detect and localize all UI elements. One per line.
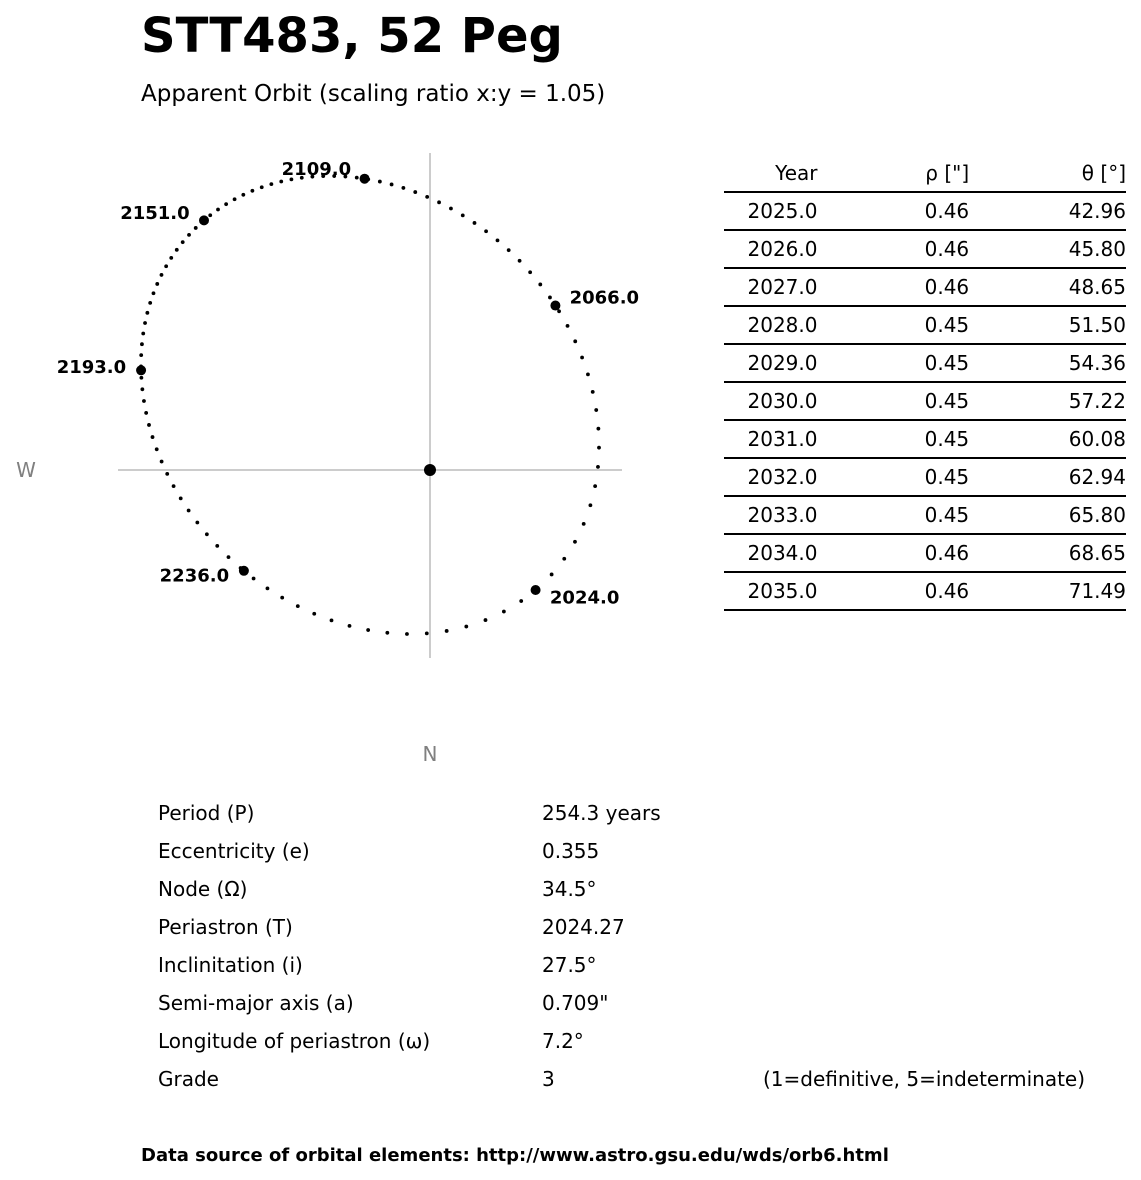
ephemeris-theta-cell: 60.08	[969, 420, 1126, 458]
orbit-dot	[593, 484, 597, 488]
ephemeris-row	[724, 192, 1126, 230]
orbit-dot	[140, 387, 144, 391]
orbit-dot	[269, 182, 273, 186]
epoch-marker	[550, 301, 560, 311]
orbit-dot	[594, 408, 598, 412]
orbit-dot	[538, 283, 542, 287]
orbit-dot	[355, 176, 359, 180]
ephemeris-row	[724, 344, 1126, 382]
element-row	[158, 793, 1118, 831]
orbit-dot	[425, 632, 429, 636]
ephemeris-rho-cell: 0.45	[817, 306, 969, 344]
orbit-dot	[461, 213, 465, 217]
ephemeris-year-cell: 2027.0	[724, 268, 817, 306]
element-value: 34.5°	[542, 877, 597, 901]
orbit-dot	[233, 197, 237, 201]
orbit-dot	[473, 221, 477, 225]
ephemeris-row	[724, 572, 1126, 610]
orbit-dot	[562, 557, 566, 561]
element-label: Period (P)	[158, 801, 255, 825]
orbit-dot	[502, 610, 506, 614]
ephemeris-row	[724, 268, 1126, 306]
orbit-dot	[385, 631, 389, 635]
orbit-dot	[215, 544, 219, 548]
epoch-marks	[57, 159, 639, 609]
orbit-dot	[172, 484, 176, 488]
ephemeris-theta-cell: 45.80	[969, 230, 1126, 268]
ephemeris-row	[724, 306, 1126, 344]
ephemeris-rho-cell: 0.46	[817, 268, 969, 306]
orbit-dot	[139, 353, 143, 357]
orbit-dot	[155, 447, 159, 451]
orbit-dot	[591, 390, 595, 394]
orbit-dot	[164, 264, 168, 268]
data-source-note: Data source of orbital elements: http://www.astro.gsu.edu/wds/orb6.html	[141, 1145, 889, 1166]
orbit-dot	[252, 577, 256, 581]
ephemeris-row	[724, 382, 1126, 420]
orbit-dot	[151, 435, 155, 439]
orbit-dot	[580, 356, 584, 360]
epoch-label: 2193.0	[56, 357, 127, 379]
orbit-dot	[330, 618, 334, 622]
element-label: Eccentricity (e)	[158, 839, 310, 863]
year-header: Year	[724, 155, 817, 192]
orbit-dot	[348, 624, 352, 628]
orbit-dot	[216, 208, 220, 212]
ephemeris-row	[724, 230, 1126, 268]
orbit-dot	[143, 321, 147, 325]
orbital-elements-list	[158, 793, 1118, 1097]
ephemeris-header-row	[724, 155, 1126, 192]
orbit-dot	[573, 540, 577, 544]
orbit-dot	[187, 509, 191, 513]
element-row	[158, 1021, 1118, 1059]
orbit-dot	[566, 324, 570, 328]
orbit-dot	[413, 190, 417, 194]
orbit-dot	[224, 202, 228, 206]
epoch-marker	[239, 566, 249, 576]
epoch-label: 2151.0	[120, 202, 190, 224]
ephemeris-rho-cell: 0.45	[817, 496, 969, 534]
orbit-dot	[227, 555, 231, 559]
element-label: Semi-major axis (a)	[158, 991, 354, 1015]
orbit-dot	[596, 427, 600, 431]
orbit-dot	[484, 618, 488, 622]
ephemeris-theta-cell: 71.49	[969, 572, 1126, 610]
orbit-dot	[250, 189, 254, 193]
element-label: Grade	[158, 1067, 219, 1091]
ephemeris-year-cell: 2035.0	[724, 572, 817, 610]
ephemeris-row	[724, 496, 1126, 534]
epoch-label: 2236.0	[159, 565, 230, 587]
orbit-dot	[141, 332, 145, 336]
ephemeris-rho-cell: 0.46	[817, 192, 969, 230]
element-note: (1=definitive, 5=indeterminate)	[763, 1067, 1086, 1091]
orbit-dot	[405, 632, 409, 636]
orbit-dot	[145, 311, 149, 315]
orbit-dot	[484, 229, 488, 233]
ephemeris-theta-cell: 51.50	[969, 306, 1126, 344]
orbit-dot	[401, 186, 405, 190]
ephemeris-rho-cell: 0.45	[817, 344, 969, 382]
ephemeris-theta-cell: 42.96	[969, 192, 1126, 230]
orbit-dot	[152, 291, 156, 295]
ephemeris-year-cell: 2031.0	[724, 420, 817, 458]
orbit-dot	[175, 248, 179, 252]
orbit-dot	[155, 282, 159, 286]
orbit-dot	[464, 625, 468, 629]
epoch-marker	[199, 215, 209, 225]
ephemeris-year-cell: 2026.0	[724, 230, 817, 268]
ephemeris-theta-cell: 48.65	[969, 268, 1126, 306]
ephemeris-rho-cell: 0.45	[817, 458, 969, 496]
orbit-dot	[518, 259, 522, 263]
orbit-dot	[181, 240, 185, 244]
orbit-dot	[528, 270, 532, 274]
ephemeris-rho-cell: 0.46	[817, 572, 969, 610]
orbit-dot	[241, 193, 245, 197]
orbit-dot	[390, 183, 394, 187]
element-value: 27.5°	[542, 953, 597, 977]
element-value: 3	[542, 1067, 555, 1091]
orbit-dot	[296, 604, 300, 608]
orbit-dot	[449, 207, 453, 211]
ephemeris-year-cell: 2030.0	[724, 382, 817, 420]
element-row	[158, 869, 1118, 907]
orbit-dot	[194, 226, 198, 230]
element-label: Periastron (T)	[158, 915, 293, 939]
element-value: 2024.27	[542, 915, 625, 939]
ephemeris-year-cell: 2034.0	[724, 534, 817, 572]
ephemeris-year-cell: 2032.0	[724, 458, 817, 496]
epoch-marker	[136, 365, 146, 375]
orbit-dot	[160, 273, 164, 277]
orbit-dot	[582, 522, 586, 526]
element-label: Node (Ω)	[158, 877, 248, 901]
orbit-dot	[437, 200, 441, 204]
orbit-dot	[160, 460, 164, 464]
page-title: STT483, 52 Peg	[141, 8, 563, 64]
orbit-dot	[279, 180, 283, 184]
element-value: 0.709"	[542, 991, 609, 1015]
ephemeris-theta-cell: 54.36	[969, 344, 1126, 382]
orbit-dot	[169, 256, 173, 260]
element-row	[158, 831, 1118, 869]
orbit-dot	[165, 472, 169, 476]
orbit-plot	[0, 0, 700, 790]
epoch-marker	[531, 585, 541, 595]
ephemeris-rho-cell: 0.45	[817, 420, 969, 458]
orbit-dot	[445, 629, 449, 633]
orbit-dot	[573, 339, 577, 343]
ephemeris-row	[724, 420, 1126, 458]
orbit-dot	[586, 372, 590, 376]
orbit-dot	[260, 185, 264, 189]
ephemeris-year-cell: 2029.0	[724, 344, 817, 382]
orbit-dot	[266, 586, 270, 590]
orbit-dot	[148, 301, 152, 305]
epoch-marker	[360, 174, 370, 184]
element-row	[158, 983, 1118, 1021]
element-value: 254.3 years	[542, 801, 661, 825]
orbit-dot	[280, 596, 284, 600]
ephemeris-year-cell: 2033.0	[724, 496, 817, 534]
orbit-dot	[550, 573, 554, 577]
orbit-dot	[507, 248, 511, 252]
element-value: 0.355	[542, 839, 600, 863]
orbit-dot	[312, 612, 316, 616]
element-label: Inclinitation (i)	[158, 953, 303, 977]
orbit-dot	[147, 423, 151, 427]
ephemeris-year-cell: 2025.0	[724, 192, 817, 230]
ephemeris-table	[724, 155, 1126, 611]
primary-star-marker	[424, 464, 436, 476]
theta-header: θ [°]	[969, 155, 1126, 192]
orbit-dot	[597, 446, 601, 450]
north-label: N	[422, 742, 438, 766]
orbit-dot	[144, 411, 148, 415]
ephemeris-theta-cell: 62.94	[969, 458, 1126, 496]
orbit-dot	[139, 376, 143, 380]
orbit-dot	[589, 503, 593, 507]
orbit-dot	[366, 628, 370, 632]
orbit-dot	[425, 195, 429, 199]
element-value: 7.2°	[542, 1029, 584, 1053]
orbit-dot	[519, 599, 523, 603]
epoch-label: 2024.0	[549, 587, 620, 609]
ephemeris-row	[724, 458, 1126, 496]
element-row	[158, 945, 1118, 983]
epoch-label: 2066.0	[569, 287, 640, 309]
orbit-dot	[142, 399, 146, 403]
element-row	[158, 907, 1118, 945]
orbit-dot	[496, 238, 500, 242]
element-row	[158, 1059, 1118, 1097]
element-label: Longitude of periastron (ω)	[158, 1029, 431, 1053]
page-subtitle: Apparent Orbit (scaling ratio x:y = 1.05)	[141, 81, 606, 107]
orbit-dot	[140, 342, 144, 346]
ephemeris-theta-cell: 68.65	[969, 534, 1126, 572]
ephemeris-rho-cell: 0.45	[817, 382, 969, 420]
orbit-dot	[187, 233, 191, 237]
orbit-dot	[195, 521, 199, 525]
orbit-dot	[548, 296, 552, 300]
ephemeris-theta-cell: 65.80	[969, 496, 1126, 534]
ephemeris-row	[724, 534, 1126, 572]
orbit-dot	[596, 465, 600, 469]
orbit-dot	[378, 180, 382, 184]
west-label: W	[16, 458, 36, 482]
orbit-dot	[557, 309, 561, 313]
ephemeris-year-cell: 2028.0	[724, 306, 817, 344]
orbit-dot	[208, 213, 212, 217]
epoch-label: 2109.0	[281, 158, 352, 180]
ephemeris-theta-cell: 57.22	[969, 382, 1126, 420]
orbit-dot	[205, 532, 209, 536]
ephemeris-rho-cell: 0.46	[817, 230, 969, 268]
rho-header: ρ ["]	[817, 155, 969, 192]
ephemeris-rho-cell: 0.46	[817, 534, 969, 572]
orbit-dot	[179, 496, 183, 500]
